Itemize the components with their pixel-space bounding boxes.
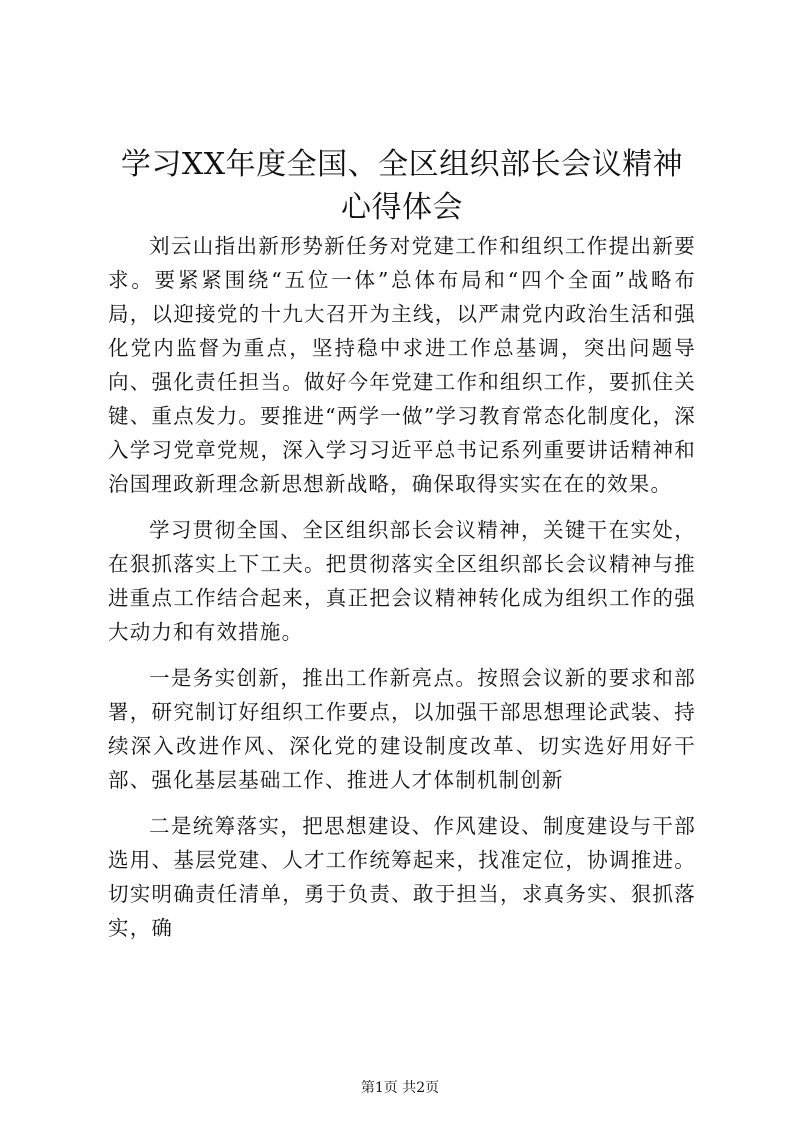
document-body xyxy=(108,229,696,957)
paragraph-2: 学习贯彻全国、全区组织部长会议精神，关键干在实处，在狠抓落实上下工夫。把贯彻落实全区组织部长会议精神与推进重点工作结合起来，真正把会议精神转化成为组织工作的强大动力和有效措施。 xyxy=(108,518,696,644)
paragraph-4: 二是统筹落实，把思想建设、作风建设、制度建设与干部选用、基层党建、人才工作统筹起来，找准定位，协调推进。切实明确责任清单，勇于负责、敢于担当，求真务实、狠抓落实，确 xyxy=(108,814,696,940)
document-title: 学习XX年度全国、全区组织部长会议精神心得体会 xyxy=(120,147,684,225)
page-footer: 第1页 共2页 xyxy=(360,1080,440,1096)
paragraph-1: 刘云山指出新形势新任务对党建工作和组织工作提出新要求。要紧紧围绕“五位一体”总体布局和“四个全面”战略布局，以迎接党的十九大召开为主线，以严肃党内政治生活和强化党内监督为重点，坚持稳中求进工作总基调，突出问题导向、强化责任担当。做好今年党建工作和组织工作，要抓住关键、重点发力。要推进“两学一做”学习教育常态化制度化，深入学习党章党规，深入学习习近平总书记系列重要讲话精神和治国理政新理念新思想新战略，确保取得实实在在的效果。 xyxy=(108,234,696,496)
paragraph-3: 一是务实创新，推出工作新亮点。按照会议新的要求和部署，研究制订好组织工作要点，以加强干部思想理论武装、持续深入改进作风、深化党的建设制度改革、切实选好用好干部、强化基层基础工作、推进人才体制机制创新 xyxy=(108,666,696,792)
